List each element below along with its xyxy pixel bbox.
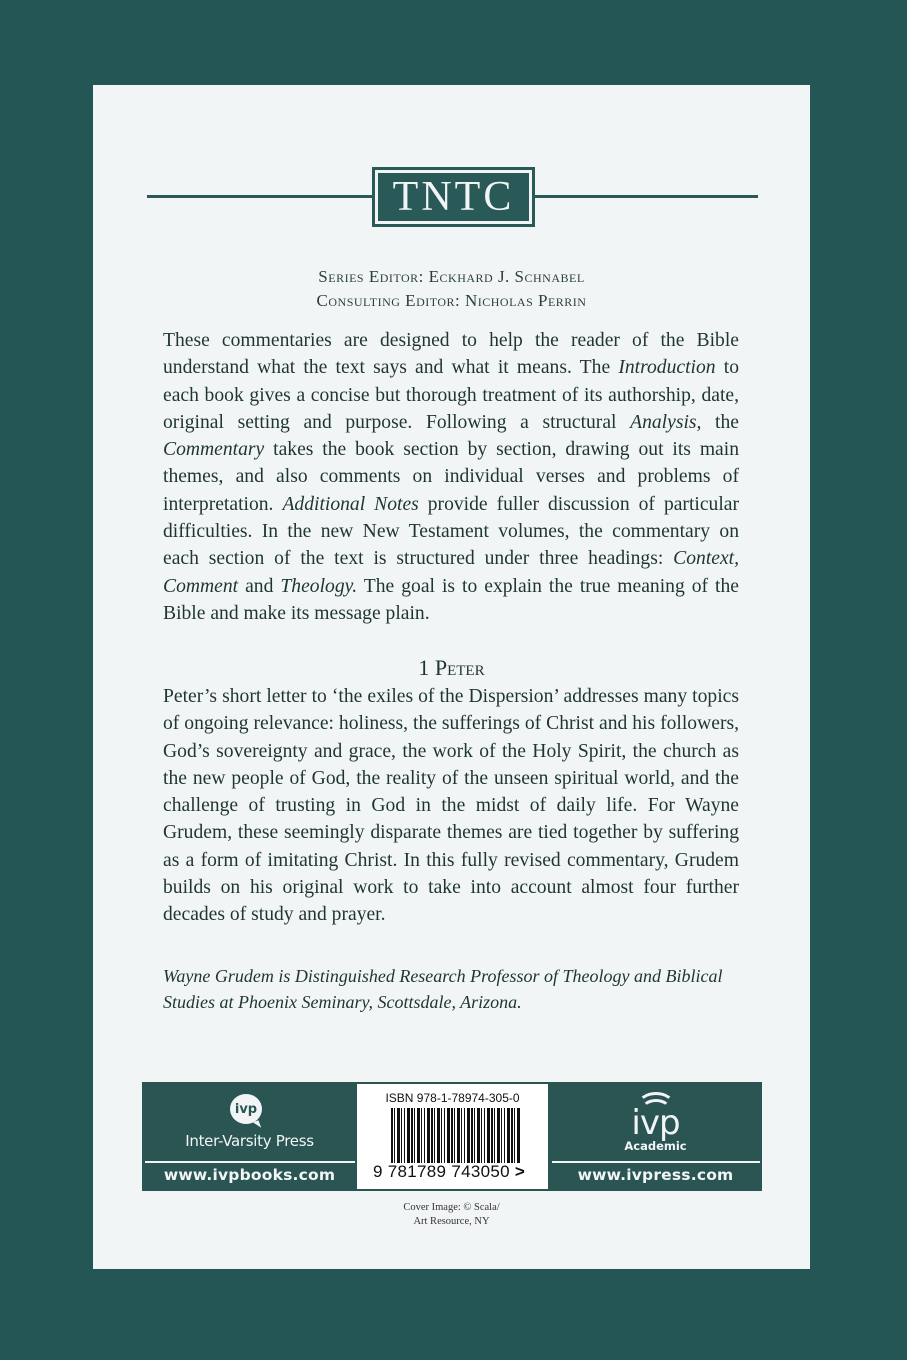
cover-image-credit: Cover Image: © Scala/ Art Resource, NY	[403, 1202, 500, 1227]
signal-waves-icon	[631, 1090, 681, 1108]
publisher-url-ivpress[interactable]: www.ivpress.com	[577, 1166, 734, 1184]
publisher-bar	[142, 1082, 762, 1191]
series-badge	[372, 167, 535, 227]
consulting-editor: Consulting Editor: Nicholas Perrin	[316, 291, 587, 310]
publisher-name: Inter-Varsity Press	[185, 1132, 314, 1150]
publisher-ivp-academic	[549, 1082, 762, 1191]
ivp-academic-logo-text: ivp	[631, 1103, 680, 1143]
ivp-logo-text: ivp	[234, 1101, 258, 1117]
publisher-url-ivpbooks[interactable]: www.ivpbooks.com	[163, 1166, 336, 1184]
series-description	[163, 327, 739, 627]
divider	[552, 1161, 760, 1163]
barcode-digits: 9 781789 743050 >	[373, 1162, 526, 1181]
barcode-box	[357, 1084, 548, 1189]
divider	[145, 1161, 355, 1163]
book-description	[163, 683, 739, 929]
book-title: 1 Peter	[418, 655, 485, 680]
barcode-icon	[391, 1108, 521, 1163]
series-badge-label: TNTC	[378, 173, 529, 221]
series-editor: Series Editor: Eckhard J. Schnabel	[318, 267, 585, 286]
publisher-ivp	[142, 1082, 357, 1191]
series-description-paragraph: These commentaries are designed to help the reader of the Bible understand what the text says and what it means. The Introduction to each book gives a concise but thorough treatment of its authorship, date, original setting and purpose. Following a structural Analysis, the Commentary takes the book section by section, drawing out its main themes, and also comments on individual verses and problems of interpretation. Additional Notes provide fuller discussion of particular difficulties. In the new New Testament volumes, the commentary on each section of the text is structured under three headings: Context, Comment and Theology. The goal is to explain the true meaning of the Bible and make its message plain.	[163, 330, 740, 624]
ivp-academic-logo	[549, 1090, 762, 1153]
editors-block	[93, 265, 810, 313]
author-bio: Wayne Grudem is Distinguished Research Professor of Theology and Biblical Studies at Phoenix Seminary, Scottsdale, Arizona.	[163, 966, 723, 1012]
imprint-label: Academic	[624, 1139, 687, 1153]
speech-bubble-icon	[230, 1094, 262, 1124]
isbn-label: ISBN 978-1-78974-305-0	[385, 1091, 520, 1105]
book-description-paragraph: Peter’s short letter to ‘the exiles of the Dispersion’ addresses many topics of ongoing relevance: holiness, the sufferings of Christ and his followers, God’s sovereignty and grace, the work of the Holy Spirit, the church as the new people of God, the reality of the unseen spiritual world, and the challenge of trusting in God in the midst of daily life. For Wayne Grudem, these seemingly disparate themes are tied together by suffering as a form of imitating Christ. In this fully revised commentary, Grudem builds on his original work to take into account almost four further decades of study and prayer.	[163, 686, 739, 926]
barcode-arrow: >	[514, 1162, 526, 1181]
